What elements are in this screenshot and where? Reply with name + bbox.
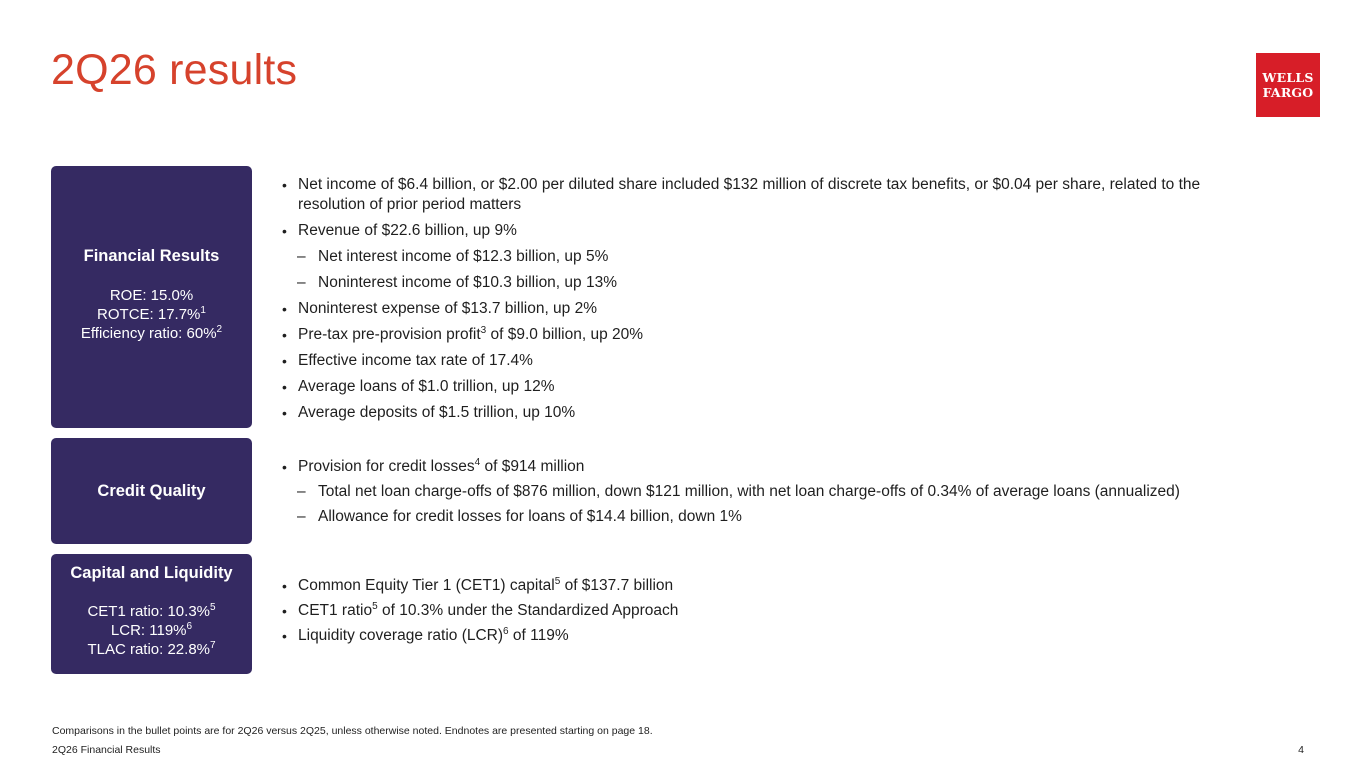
endnote-ref: 1 xyxy=(200,305,206,316)
list-item xyxy=(282,626,1322,646)
credit-quality-title: Credit Quality xyxy=(97,481,206,500)
lcr-bullet-value: of 119% xyxy=(508,627,569,644)
capital-liquidity-title: Capital and Liquidity xyxy=(70,564,233,582)
financial-results-metrics xyxy=(81,286,222,343)
lcr-bullet-text: Liquidity coverage ratio (LCR) xyxy=(298,627,504,644)
list-item: – Allowance for credit losses for loans of $14.4 billion, down 1% xyxy=(282,507,1322,527)
rotce-metric xyxy=(81,305,222,324)
net-income-line1: Net income of $6.4 billion, or $2.00 per diluted share included $132 million of discrete tax benefits, or $0.04 per share, related to the xyxy=(298,176,1201,193)
list-item: • Average deposits of $1.5 trillion, up 10% xyxy=(282,403,1322,423)
cet1-text: CET1 ratio: 10.3% xyxy=(87,603,210,620)
endnote-ref: 6 xyxy=(503,626,509,637)
financial-results-bullets xyxy=(282,175,1322,429)
logo-line-1: WELLS xyxy=(1262,70,1314,85)
list-item: – Total net loan charge-offs of $876 million, down $121 million, with net loan charge-offs of 0.34% of average loans (annualized) xyxy=(282,482,1322,502)
list-item: • Revenue of $22.6 billion, up 9% xyxy=(282,221,1322,241)
pppp-value: of $9.0 billion, up 20% xyxy=(486,326,644,343)
endnote-ref: 2 xyxy=(216,324,223,335)
tlac-metric xyxy=(87,640,215,659)
tlac-text: TLAC ratio: 22.8% xyxy=(87,641,210,658)
credit-quality-bullets xyxy=(282,457,1322,532)
cet1-metric xyxy=(87,602,215,621)
wells-fargo-logo xyxy=(1256,53,1320,117)
pppp-text: Pre-tax pre-provision profit xyxy=(298,326,481,343)
roe-metric: ROE: 15.0% xyxy=(109,287,194,304)
endnote-ref: 3 xyxy=(480,325,487,336)
efficiency-text: Efficiency ratio: 60% xyxy=(80,325,217,342)
lcr-text: LCR: 119% xyxy=(110,622,187,639)
list-item: – Noninterest income of $10.3 billion, up 13% xyxy=(282,273,1322,293)
endnote-ref: 5 xyxy=(372,601,378,612)
provision-text: Provision for credit losses xyxy=(298,458,475,475)
footnote: Comparisons in the bullet points are for 2Q26 versus 2Q25, unless otherwise noted. Endnotes are presented starting on page 18. xyxy=(52,725,653,737)
list-item xyxy=(282,457,1322,477)
cet1-ratio-text: CET1 ratio xyxy=(298,602,373,619)
credit-quality-panel xyxy=(51,438,252,544)
cet1-capital-text: Common Equity Tier 1 (CET1) capital xyxy=(298,577,555,594)
capital-liquidity-bullets xyxy=(282,576,1322,651)
endnote-ref: 7 xyxy=(210,640,216,651)
list-item: • Average loans of $1.0 trillion, up 12% xyxy=(282,377,1322,397)
rotce-text: ROTCE: 17.7% xyxy=(97,306,201,323)
capital-liquidity-metrics xyxy=(87,602,215,659)
list-item: • Effective income tax rate of 17.4% xyxy=(282,351,1322,371)
list-item xyxy=(282,601,1322,621)
endnote-ref: 4 xyxy=(474,457,481,468)
list-item xyxy=(282,576,1322,596)
logo-line-2: FARGO xyxy=(1262,85,1314,100)
net-income-line2: resolution of prior period matters xyxy=(298,196,522,213)
cet1-capital-value: of $137.7 billion xyxy=(560,577,674,594)
lcr-metric xyxy=(87,621,215,640)
slide-title: 2Q26 results xyxy=(51,46,298,94)
page-number: 4 xyxy=(1298,744,1304,756)
cet1-ratio-value: of 10.3% under the Standardized Approach xyxy=(377,602,679,619)
financial-results-title: Financial Results xyxy=(83,247,220,265)
provision-value: of $914 million xyxy=(480,458,585,475)
endnote-ref: 5 xyxy=(554,576,561,587)
endnote-ref: 5 xyxy=(210,602,216,613)
financial-results-panel xyxy=(51,166,252,428)
list-item: • Noninterest expense of $13.7 billion, up 2% xyxy=(282,299,1322,319)
endnote-ref: 6 xyxy=(186,621,193,632)
footer-label: 2Q26 Financial Results xyxy=(52,744,161,756)
list-item: – Net interest income of $12.3 billion, up 5% xyxy=(282,247,1322,267)
list-item xyxy=(282,175,1322,215)
capital-liquidity-panel xyxy=(51,554,252,674)
list-item xyxy=(282,325,1322,345)
efficiency-metric xyxy=(81,324,222,343)
